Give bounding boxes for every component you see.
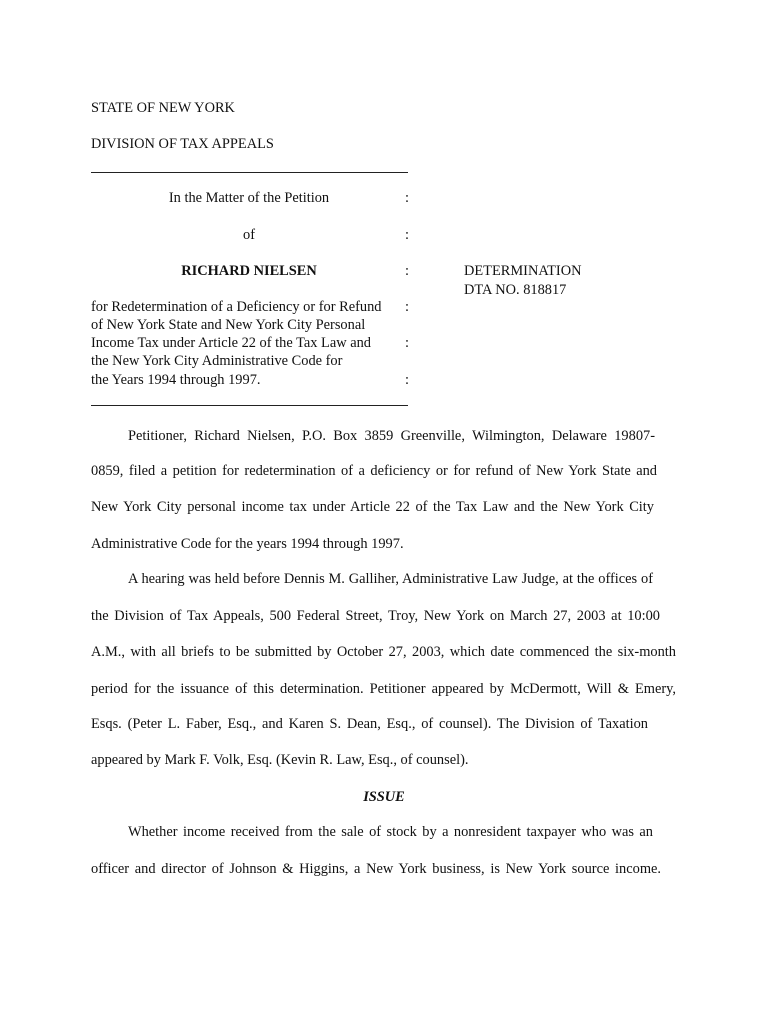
caption-top-rule: [91, 172, 408, 173]
issue-heading: ISSUE: [363, 789, 405, 805]
paragraph-line: period for the issuance of this determination. Petitioner appeared by McDermott, Will & Emery,: [91, 681, 676, 697]
petitioner-name: RICHARD NIELSEN: [181, 263, 317, 279]
determination-label: DETERMINATION: [464, 263, 582, 279]
paragraph-line: Administrative Code for the years 1994 through 1997.: [91, 536, 404, 552]
caption-colon: :: [405, 335, 409, 351]
division-heading: DIVISION OF TAX APPEALS: [91, 136, 274, 152]
paragraph-line: appeared by Mark F. Volk, Esq. (Kevin R. Law, Esq., of counsel).: [91, 752, 469, 768]
caption-description-line: the New York City Administrative Code for: [91, 353, 343, 369]
paragraph-line: Petitioner, Richard Nielsen, P.O. Box 3859 Greenville, Wilmington, Delaware 19807-: [128, 428, 655, 444]
state-heading: STATE OF NEW YORK: [91, 100, 235, 116]
caption-of: of: [243, 227, 255, 243]
caption-colon: :: [405, 227, 409, 243]
caption-description-line: of New York State and New York City Personal: [91, 317, 366, 333]
caption-bottom-rule: [91, 405, 408, 406]
caption-matter: In the Matter of the Petition: [168, 190, 330, 206]
caption-colon: :: [405, 299, 409, 315]
caption-description-line: Income Tax under Article 22 of the Tax Law and: [91, 335, 371, 351]
caption-colon: :: [405, 190, 409, 206]
paragraph-line: A hearing was held before Dennis M. Galliher, Administrative Law Judge, at the offices of: [128, 571, 653, 587]
paragraph-line: the Division of Tax Appeals, 500 Federal Street, Troy, New York on March 27, 2003 at 10:00: [91, 608, 660, 624]
paragraph-line: A.M., with all briefs to be submitted by October 27, 2003, which date commenced the six-month: [91, 644, 676, 660]
caption-colon: :: [405, 372, 409, 388]
caption-colon: :: [405, 263, 409, 279]
paragraph-line: officer and director of Johnson & Higgins, a New York business, is New York source income.: [91, 861, 661, 877]
paragraph-line: 0859, filed a petition for redetermination of a deficiency or for refund of New York State and: [91, 463, 657, 479]
caption-description-line: the Years 1994 through 1997.: [91, 372, 261, 388]
paragraph-line: Esqs. (Peter L. Faber, Esq., and Karen S. Dean, Esq., of counsel). The Division of Taxation: [91, 716, 648, 732]
caption-description-line: for Redetermination of a Deficiency or for Refund: [91, 299, 382, 315]
paragraph-line: New York City personal income tax under Article 22 of the Tax Law and the New York City: [91, 499, 654, 515]
dta-number: DTA NO. 818817: [464, 282, 567, 298]
paragraph-line: Whether income received from the sale of stock by a nonresident taxpayer who was an: [128, 824, 653, 840]
